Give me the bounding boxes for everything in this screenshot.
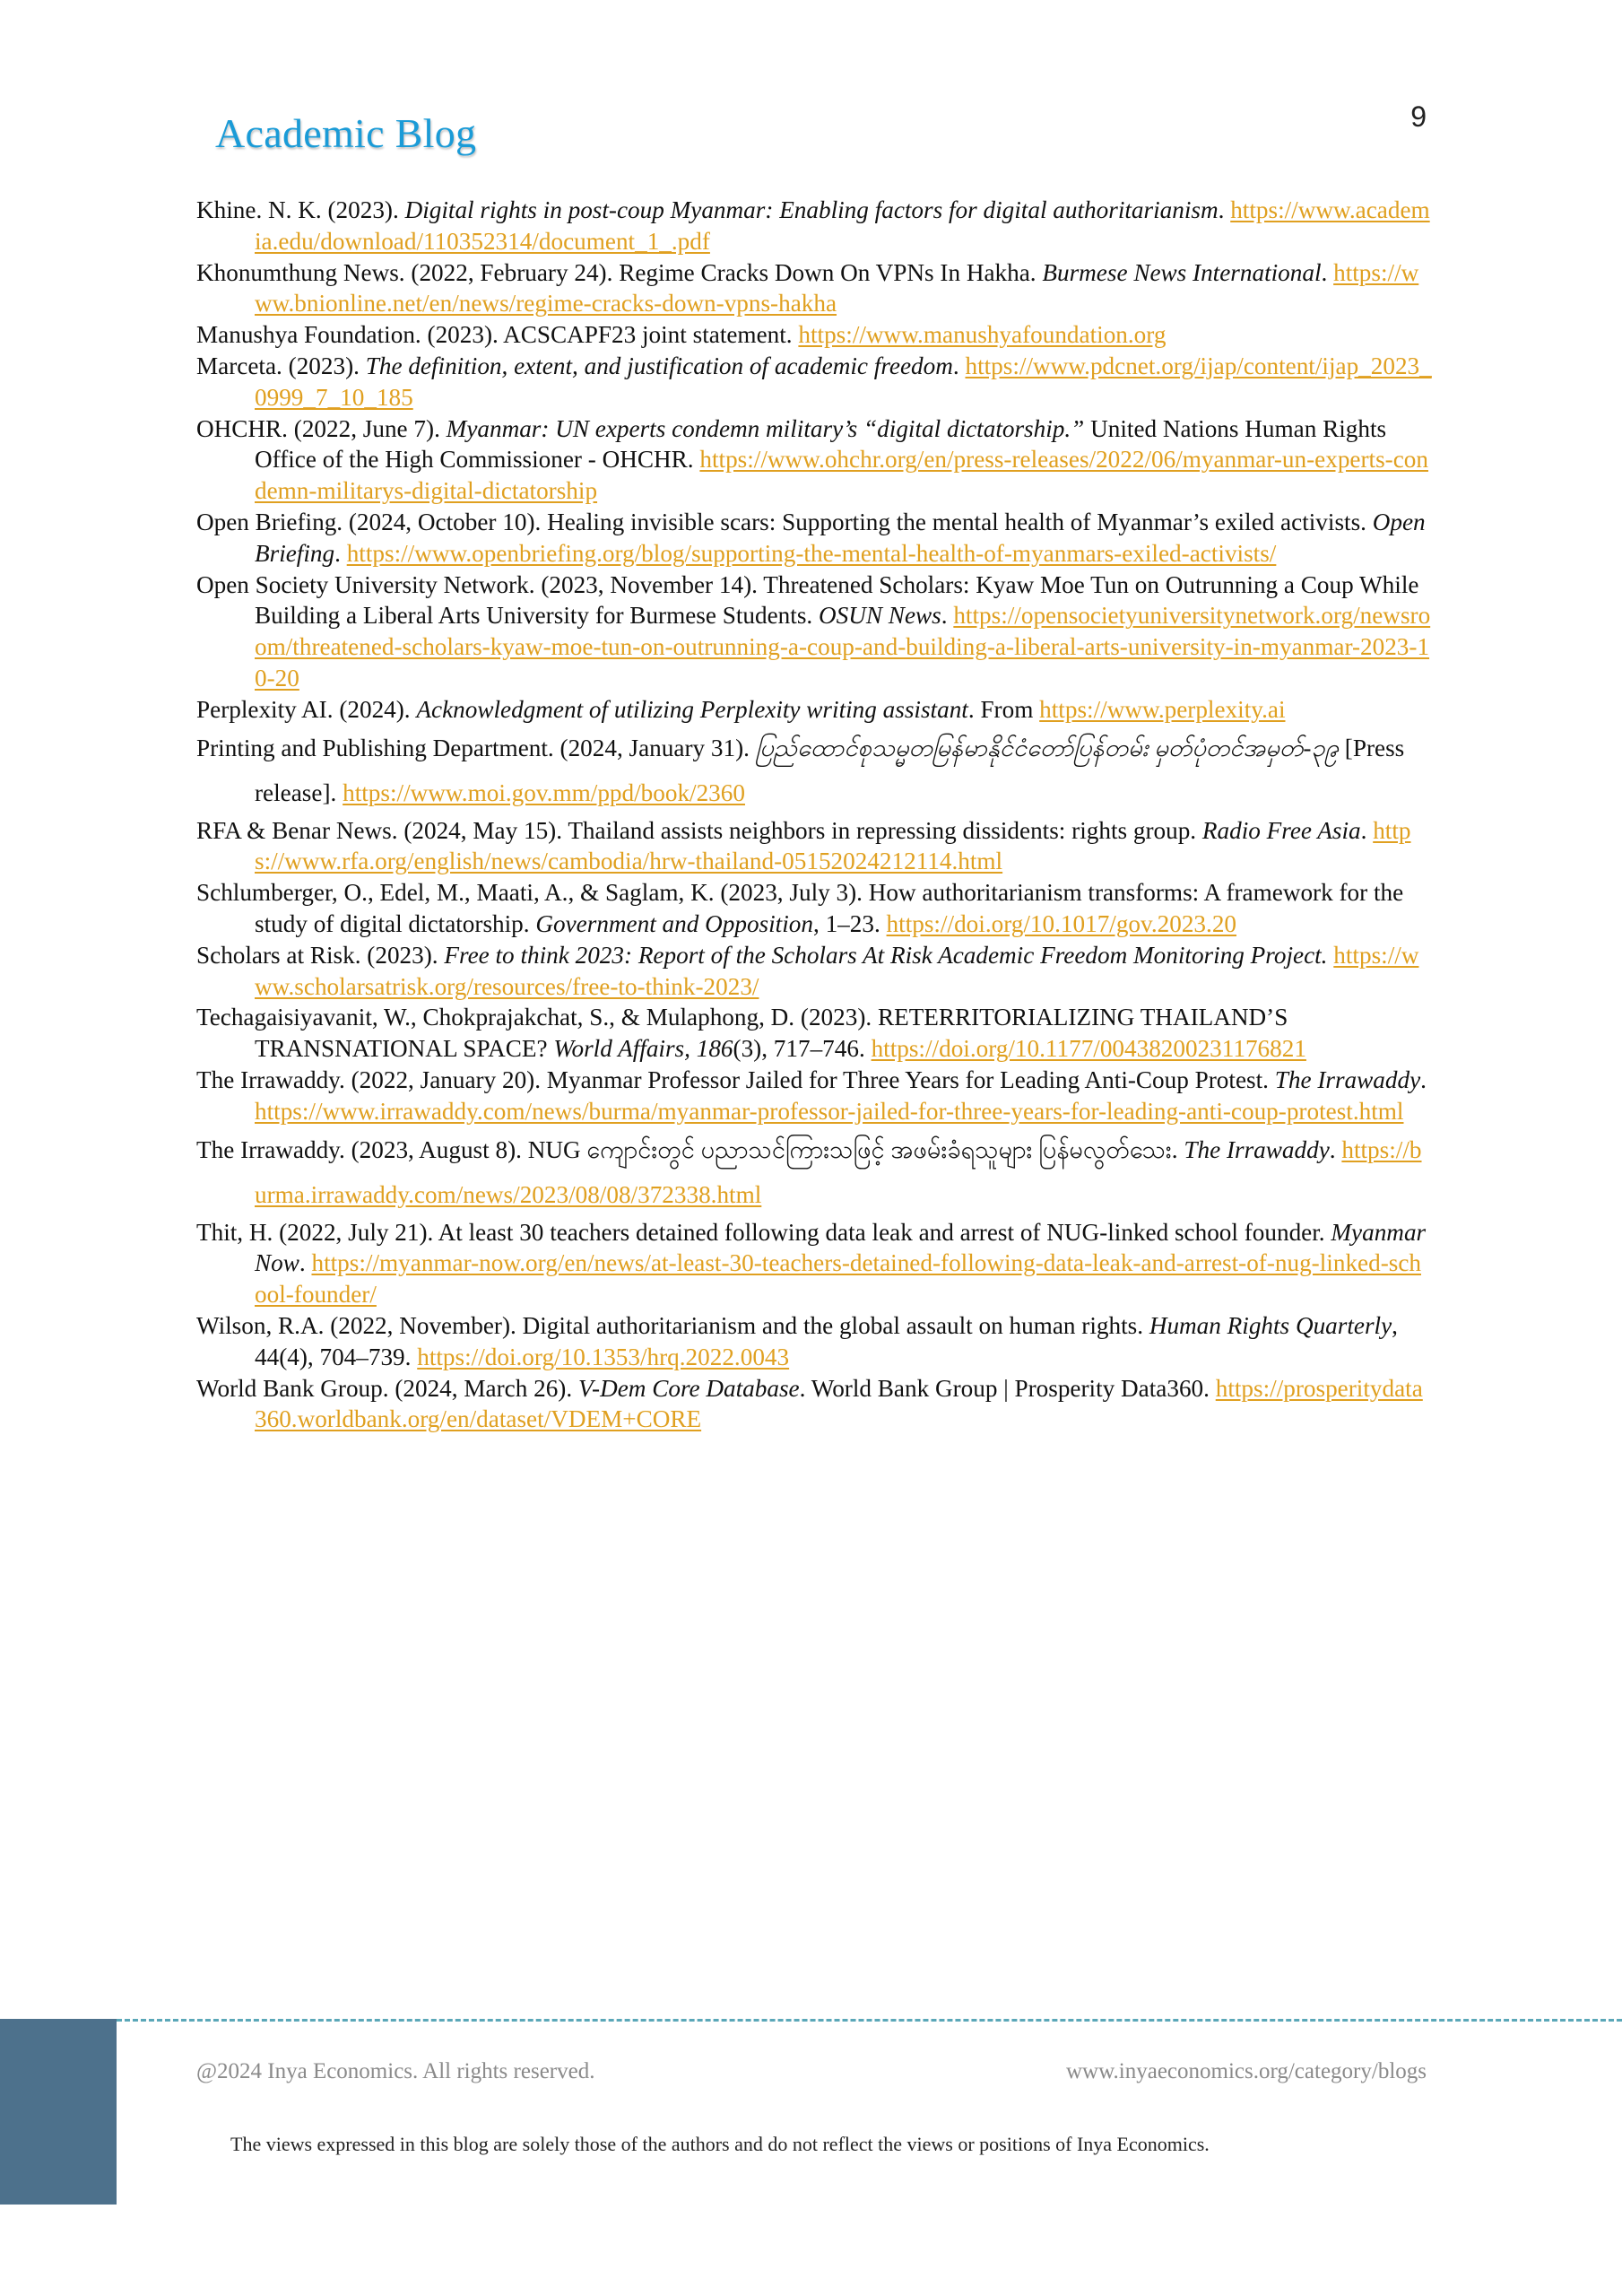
reference-text: . xyxy=(1329,1135,1342,1163)
reference-title: The Irrawaddy xyxy=(1184,1135,1330,1163)
reference-text: . xyxy=(334,539,347,567)
reference-entry xyxy=(196,319,1432,351)
page-number: 9 xyxy=(1410,100,1427,133)
footer-accent-block xyxy=(0,2019,117,2205)
footer-copyright: @2024 Inya Economics. All rights reserved. xyxy=(196,2059,595,2083)
reference-title: Radio Free Asia xyxy=(1201,816,1361,844)
reference-text: Manushya Foundation. (2023). ACSCAPF23 joint statement. xyxy=(196,321,799,349)
reference-text: Wilson, R.A. (2022, November). Digital authoritarianism and the global assault on human rights. xyxy=(196,1311,1149,1339)
reference-link[interactable]: https://www.bnionline.net/en/news/regime-cracks-down-vpns-hakha xyxy=(255,258,1419,317)
reference-link[interactable]: https://burma.irrawaddy.com/news/2023/08/08/372338.html xyxy=(255,1135,1422,1208)
reference-text: . World Bank Group | Prosperity Data360. xyxy=(799,1374,1216,1402)
reference-text: The Irrawaddy. (2022, January 20). Myanmar Professor Jailed for Three Years for Leading Anti-Coup Protest. xyxy=(196,1065,1275,1093)
reference-entry xyxy=(196,726,1432,815)
reference-title: The Irrawaddy xyxy=(1274,1065,1421,1093)
reference-text: Printing and Publishing Department. (2024, January 31). xyxy=(196,734,756,761)
reference-text: . xyxy=(1420,1065,1427,1093)
reference-entry xyxy=(196,1310,1432,1373)
reference-title: OSUN News xyxy=(819,602,941,630)
reference-entry xyxy=(196,195,1432,257)
reference-text: . xyxy=(941,602,954,630)
reference-title: Government and Opposition xyxy=(535,909,813,937)
reference-title: Myanmar: UN experts condemn military’s “digital dictatorship.” xyxy=(446,414,1085,442)
reference-text: . xyxy=(1360,816,1374,844)
reference-text: OHCHR. (2022, June 7). xyxy=(196,414,447,442)
reference-list xyxy=(196,195,1432,1435)
reference-text: Scholars at Risk. (2023). xyxy=(196,941,445,969)
reference-entry xyxy=(196,815,1432,878)
reference-text: RFA & Benar News. (2024, May 15). Thailand assists neighbors in repressing dissidents: rights group. xyxy=(196,816,1202,844)
reference-link[interactable]: https://myanmar-now.org/en/news/at-least-30-teachers-detained-following-data-leak-and-arrest-of-nug-linked-school-founder/ xyxy=(255,1249,1421,1309)
footer-url[interactable]: www.inyaeconomics.org/category/blogs xyxy=(1066,2059,1427,2083)
footer-divider xyxy=(117,2019,1622,2022)
reference-link[interactable]: https://www.moi.gov.mm/ppd/book/2360 xyxy=(343,778,745,806)
reference-link[interactable]: https://www.perplexity.ai xyxy=(1039,695,1286,723)
reference-entry xyxy=(196,413,1432,507)
reference-entry xyxy=(196,1002,1432,1065)
reference-link[interactable]: https://www.openbriefing.org/blog/supporting-the-mental-health-of-myanmars-exiled-activists/ xyxy=(346,539,1277,567)
reference-link[interactable]: https://www.irrawaddy.com/news/burma/myanmar-professor-jailed-for-three-years-for-leading-anti-coup-protest.html xyxy=(255,1097,1404,1125)
reference-link[interactable]: https://opensocietyuniversitynetwork.org/newsroom/threatened-scholars-kyaw-moe-tun-on-outrunning-a-coup-and-building-a-liberal-arts-university-in-myanmar-2023-10-20 xyxy=(255,602,1431,691)
reference-text: , 1–23. xyxy=(812,909,887,937)
reference-entry xyxy=(196,1373,1432,1436)
reference-text: United Nations Human Rights Office of the High Commissioner - OHCHR. xyxy=(255,414,1387,474)
reference-title: Burmese News International xyxy=(1042,258,1322,286)
reference-text: Marceta. (2023). xyxy=(196,352,366,379)
reference-entry xyxy=(196,351,1432,413)
reference-title: Human Rights Quarterly xyxy=(1149,1311,1392,1339)
reference-entry xyxy=(196,940,1432,1003)
reference-link[interactable]: https://doi.org/10.1353/hrq.2022.0043 xyxy=(417,1343,790,1370)
reference-link[interactable]: https://www.scholarsatrisk.org/resources/free-to-think-2023/ xyxy=(255,941,1419,1000)
reference-entry xyxy=(196,257,1432,320)
reference-text: . From xyxy=(967,695,1040,723)
reference-text: . xyxy=(1321,258,1334,286)
reference-link[interactable]: https://www.ohchr.org/en/press-releases/2022/06/myanmar-un-experts-condemn-militarys-digital-dictatorship xyxy=(255,446,1428,505)
reference-title: The definition, extent, and justification of academic freedom xyxy=(365,352,953,379)
reference-title: Acknowledgment of utilizing Perplexity writing assistant xyxy=(416,695,968,723)
reference-title: Free to think 2023: Report of the Scholars At Risk Academic Freedom Monitoring Project. xyxy=(444,941,1328,969)
reference-text: . xyxy=(1218,196,1231,223)
reference-text: Open Briefing. (2024, October 10). Healing invisible scars: Supporting the mental health of Myanmar’s exiled activists. xyxy=(196,508,1373,535)
reference-title: ပြည်ထောင်စုသမ္မတမြန်မာနိုင်ငံတော်ပြန်တမ်း မှတ်ပုံတင်အမှတ်-၃၉ xyxy=(755,734,1339,761)
reference-entry xyxy=(196,570,1432,694)
reference-title: Digital rights in post-coup Myanmar: Enabling factors for digital authoritarianism xyxy=(404,196,1219,223)
reference-title: Myanmar Now xyxy=(255,1218,1427,1277)
reference-text: [Press release]. xyxy=(255,734,1405,806)
reference-text: Thit, H. (2022, July 21). At least 30 teachers detained following data leak and arrest of NUG-linked school founder. xyxy=(196,1218,1331,1246)
reference-entry xyxy=(196,507,1432,570)
reference-text: The Irrawaddy. (2023, August 8). NUG ကျောင်းတွင် ပညာသင်ကြားသဖြင့် အဖမ်းခံရသူများ ပြန်မလွတ်သေး. xyxy=(196,1135,1184,1163)
reference-text: (3), 717–746. xyxy=(733,1035,872,1063)
blog-header-title: Academic Blog xyxy=(215,110,477,156)
reference-link[interactable]: https://www.pdcnet.org/ijap/content/ijap_2023_0999_7_10_185 xyxy=(255,352,1432,411)
reference-link[interactable]: https://prosperitydata360.worldbank.org/en/dataset/VDEM+CORE xyxy=(255,1374,1423,1433)
reference-entry xyxy=(196,1065,1432,1127)
reference-link[interactable]: https://www.academia.edu/download/110352314/document_1_.pdf xyxy=(255,196,1430,255)
reference-text: , 44(4), 704–739. xyxy=(255,1311,1398,1370)
reference-link[interactable]: https://doi.org/10.1177/00438200231176821 xyxy=(871,1035,1306,1063)
reference-entry xyxy=(196,1127,1432,1217)
footer-disclaimer: The views expressed in this blog are solely those of the authors and do not reflect the views or positions of Inya Economics. xyxy=(230,2133,1210,2155)
reference-text: Khonumthung News. (2022, February 24). Regime Cracks Down On VPNs In Hakha. xyxy=(196,258,1043,286)
reference-link[interactable]: https://www.rfa.org/english/news/cambodia/hrw-thailand-05152024212114.html xyxy=(255,816,1411,875)
reference-text: Perplexity AI. (2024). xyxy=(196,695,417,723)
reference-text: . xyxy=(952,352,966,379)
reference-text: Khine. N. K. (2023). xyxy=(196,196,405,223)
reference-title: V-Dem Core Database xyxy=(577,1374,800,1402)
reference-entry xyxy=(196,1217,1432,1310)
reference-title: Open Briefing xyxy=(255,508,1426,567)
reference-text: Techagaisiyavanit, W., Chokprajakchat, S., & Mulaphong, D. (2023). RETERRITORIALIZING THAILAND’S TRANSNATIONAL SPACE? xyxy=(196,1004,1288,1063)
reference-entry xyxy=(196,877,1432,940)
reference-link[interactable]: https://www.manushyafoundation.org xyxy=(798,321,1167,349)
reference-text: World Bank Group. (2024, March 26). xyxy=(196,1374,578,1402)
reference-text: Schlumberger, O., Edel, M., Maati, A., & Saglam, K. (2023, July 3). How authoritarianism transforms: A framework for the study of digital dictatorship. xyxy=(196,879,1404,937)
reference-link[interactable]: https://doi.org/10.1017/gov.2023.20 xyxy=(886,909,1237,937)
reference-entry xyxy=(196,694,1432,726)
reference-text: Open Society University Network. (2023, November 14). Threatened Scholars: Kyaw Moe Tun on Outrunning a Coup While Building a Liberal Arts University for Burmese Students. xyxy=(196,570,1419,630)
reference-title: World Affairs, 186 xyxy=(553,1035,733,1063)
reference-text: . xyxy=(299,1249,312,1277)
